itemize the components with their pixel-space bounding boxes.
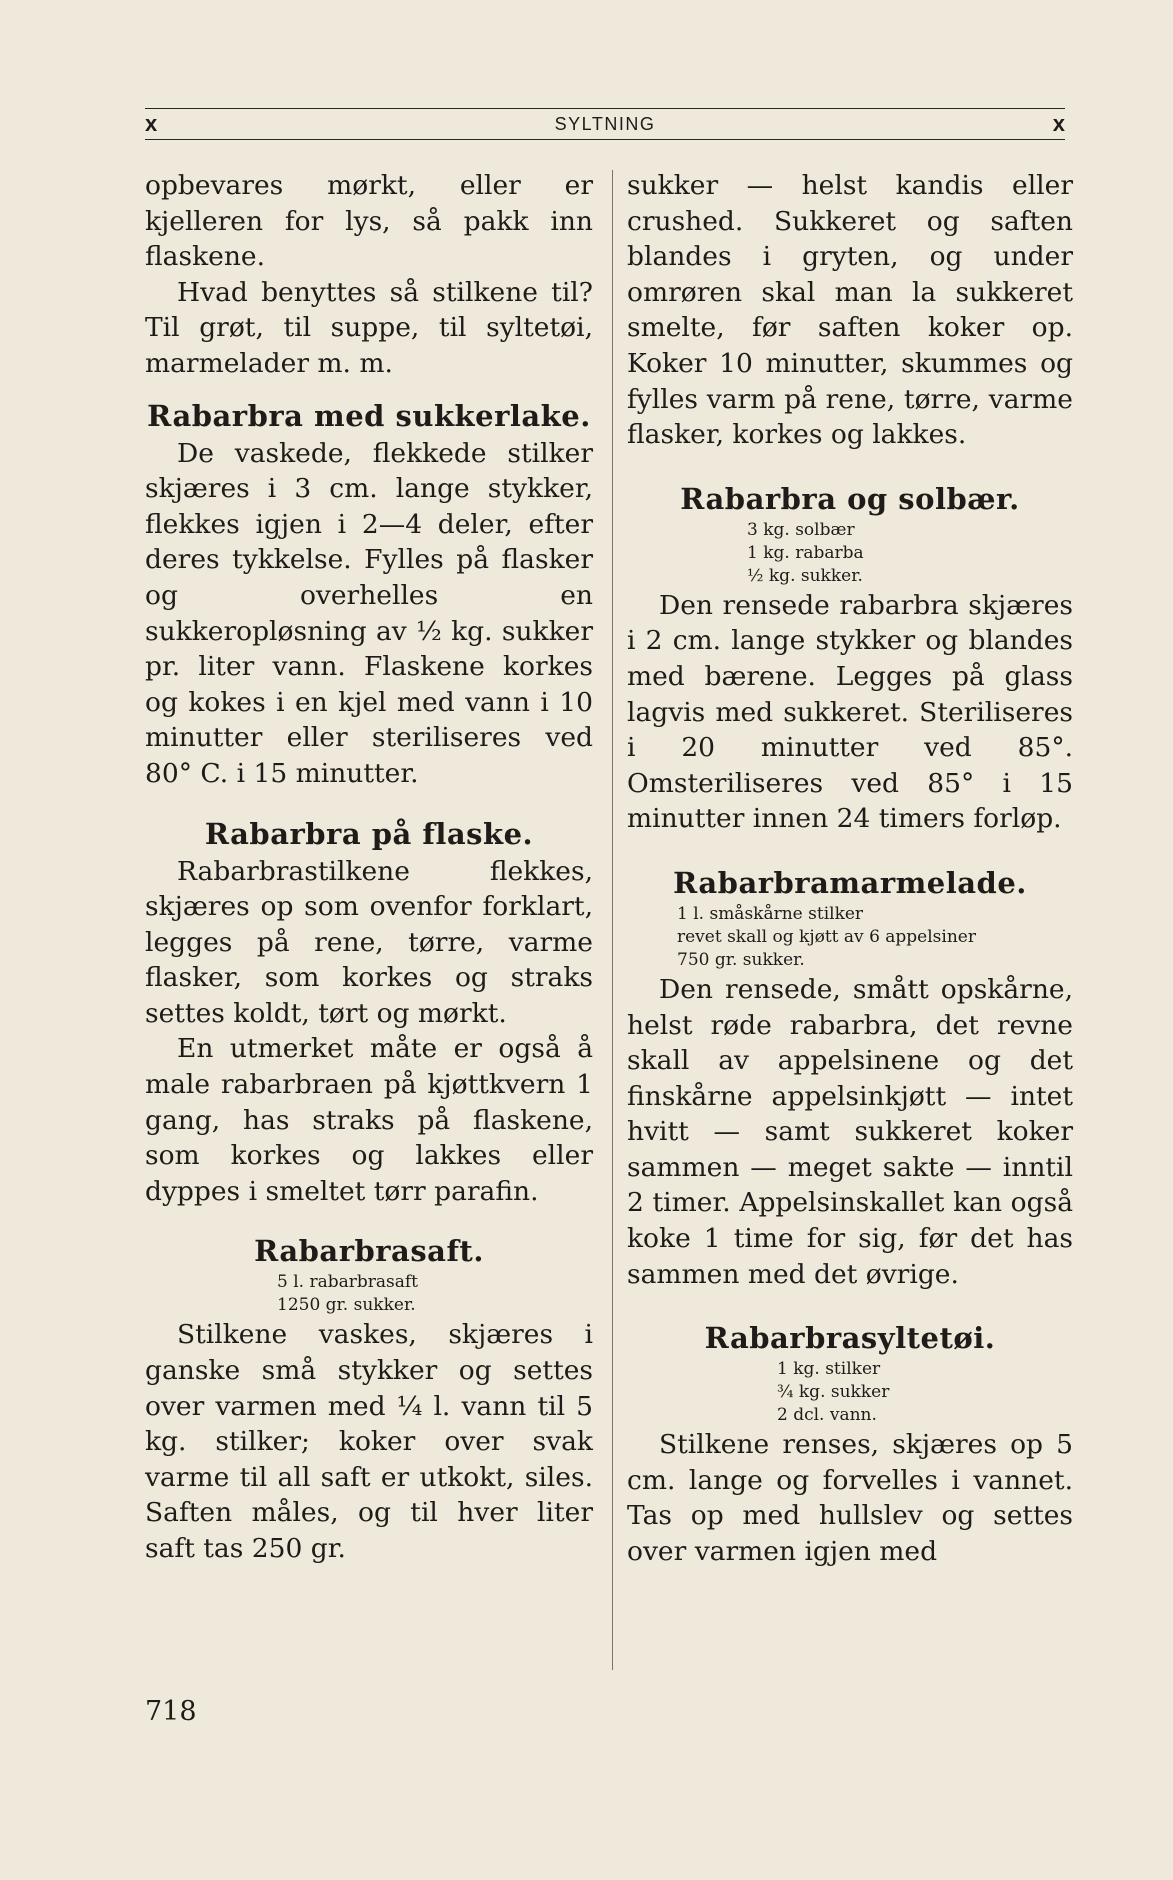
header-title: SYLTNING bbox=[554, 113, 656, 134]
section-text-sukkerlake: De vaskede, flekkede stilker skjæres i 3 cm. lange stykker, flekkes igjen i 2—4 deler, efter deres tykkelse. Fylles på flasker og overhelles en sukkeropløsning av ½ kg. sukker pr. liter vann. Flaskene korkes og kokes i en kjel med vann i 10 minutter eller steriliseres ved 80° C. i 15 minutter. bbox=[145, 437, 593, 789]
running-header bbox=[145, 108, 1065, 140]
ingredient-item: 3 kg. solbær bbox=[747, 519, 855, 540]
section-text-paa-flaske-2: En utmerket måte er også å male rabarbraen på kjøttkvern 1 gang, has straks på flaskene, som korkes og lakkes eller dyppes i smeltet tørr parafin. bbox=[145, 1033, 593, 1207]
ingredient-list-rabarbrasaft bbox=[145, 1271, 593, 1317]
right-column bbox=[627, 168, 1073, 1570]
header-ornament-left: x bbox=[145, 111, 158, 136]
ingredient-item: 1 kg. stilker bbox=[777, 1359, 881, 1380]
section-text-solbaer: Den rensede rabarbra skjæres i 2 cm. lange stykker og blandes med bærene. Legges på glass lagvis med sukkeret. Steriliseres i 20 minutter ved 85°. Omsteriliseres ved 85° i 15 minutter innen 24 timers forløp. bbox=[627, 589, 1073, 835]
intro-question: Hvad benyttes så stilkene til? Til grøt, til suppe, til syltetøi, marmelader m. m. bbox=[145, 276, 593, 379]
section-heading-solbaer: Rabarbra og solbær. bbox=[680, 481, 1020, 516]
section-text-rabarbrasaft: Stilkene vaskes, skjæres i ganske små stykker og settes over varmen med ¼ l. vann til 5 kg. stilker; koker over svak varme til all saft er utkokt, siles. Saften måles, og til hver liter saft tas 250 gr. bbox=[145, 1319, 593, 1564]
ingredient-list-solbaer bbox=[627, 519, 1073, 588]
section-text-marmelade: Den rensede, smått opskårne, helst røde rabarbra, det revne skall av appelsinene og det finskårne appelsinkjøtt — intet hvitt — samt sukkeret koker sammen — meget sakte — inntil 2 timer. Appelsinskallet kan også koke 1 time for sig, før det has sammen med det øvrige. bbox=[627, 973, 1073, 1290]
continuation-text: sukker — helst kandis eller crushed. Sukkeret og saften blandes i gryten, og under omrøren skal man la sukkeret smelte, før saften koker op. Koker 10 minutter, skummes og fylles varm på rene, tørre, varme flasker, korkes og lakkes. bbox=[627, 170, 1073, 451]
ingredient-list-syltetoi bbox=[627, 1358, 1073, 1427]
ingredient-item: 1250 gr. sukker. bbox=[277, 1295, 416, 1316]
section-heading-sukkerlake: Rabarbra med sukkerlake. bbox=[147, 398, 591, 433]
ingredient-list-marmelade bbox=[627, 903, 1073, 972]
ingredient-item: 2 dcl. vann. bbox=[777, 1405, 877, 1426]
page-number: 718 bbox=[145, 1696, 197, 1727]
column-divider bbox=[612, 170, 613, 1670]
ingredient-item: 1 kg. rabarba bbox=[747, 542, 864, 563]
ingredient-item: 750 gr. sukker. bbox=[677, 949, 805, 970]
ingredient-item: 5 l. rabarbrasaft bbox=[277, 1272, 418, 1293]
section-heading-marmelade: Rabarbramarmelade. bbox=[673, 865, 1027, 900]
left-column bbox=[145, 168, 593, 1567]
section-heading-paa-flaske: Rabarbra på flaske. bbox=[204, 816, 534, 851]
header-ornament-right: x bbox=[1052, 111, 1065, 136]
intro-paragraph: opbevares mørkt, eller er kjelleren for lys, så pakk inn flaskene. bbox=[145, 170, 593, 273]
ingredient-item: ¾ kg. sukker bbox=[777, 1382, 890, 1403]
section-heading-syltetoi: Rabarbrasyltetøi. bbox=[704, 1321, 996, 1356]
ingredient-item: revet skall og kjøtt av 6 appelsiner bbox=[677, 926, 976, 947]
section-text-syltetoi: Stilkene renses, skjæres op 5 cm. lange og forvelles i vannet. Tas op med hullslev og settes over varmen igjen med bbox=[627, 1429, 1073, 1568]
section-text-paa-flaske-1: Rabarbrastilkene flekkes, skjæres op som ovenfor forklart, legges på rene, tørre, varme flasker, som korkes og straks settes koldt, tørt og mørkt. bbox=[145, 855, 593, 1029]
section-heading-rabarbrasaft: Rabarbrasaft. bbox=[254, 1234, 484, 1269]
ingredient-item: ½ kg. sukker. bbox=[747, 565, 863, 586]
ingredient-item: 1 l. småskårne stilker bbox=[677, 903, 864, 924]
